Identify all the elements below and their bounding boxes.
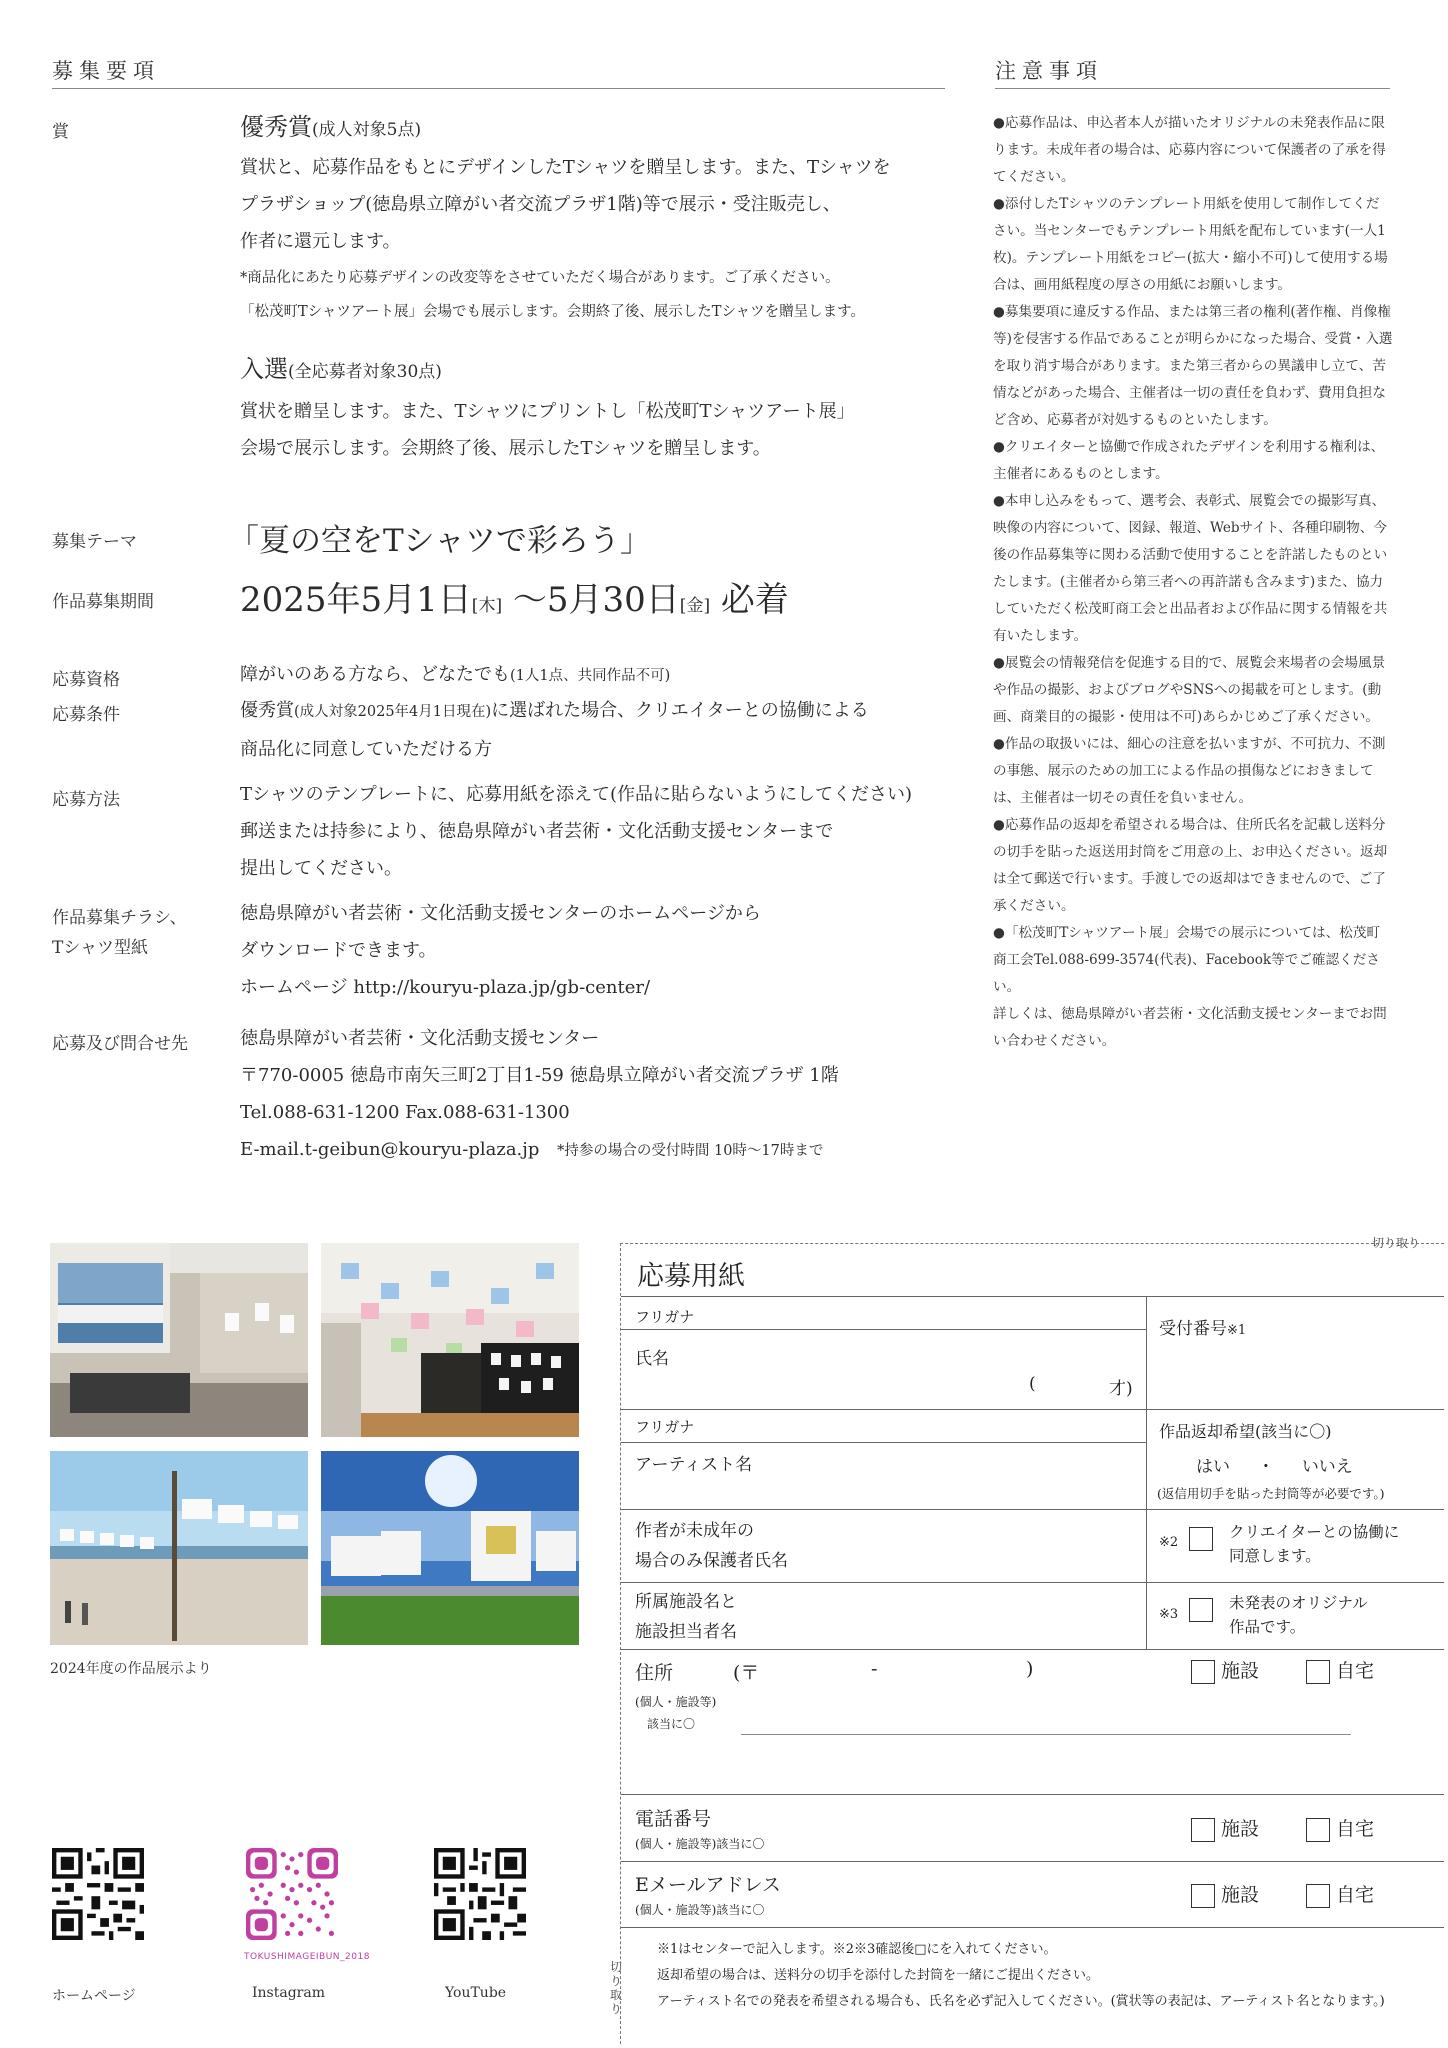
return-yes-option[interactable]: はい (1196, 1457, 1230, 1477)
heading-rule (995, 88, 1390, 89)
qr-code-icon (434, 1848, 526, 1940)
phone-facility-label: 施設 (1221, 1818, 1260, 1840)
address-home-label: 自宅 (1336, 1660, 1375, 1682)
award-excellent-note: 「松茂町Tシャツアート展」会場でも展示します。会期終了後、展示したTシャツを贈呈します。 (240, 304, 866, 320)
contact-line: 〒770-0005 徳島市南矢三町2丁目1-59 徳島県立障がい者交流プラザ 1階 (240, 1065, 839, 1086)
note-item: ●クリエイターと協働で作成されたデザインを利用する権利は、主催者にあるものとします。 (993, 439, 1385, 482)
award-excellent-line: 賞状と、応募作品をもとにデザインしたTシャツを贈呈します。また、Tシャツを (240, 157, 891, 178)
note-item: ●作品の取扱いには、細心の注意を払いますが、不可抗力、不測の事態、展示のための加工による作品の損傷などにおきましては、主催者は一切その責任を負いません。 (993, 736, 1386, 806)
conditions-lead: 優秀賞 (240, 700, 294, 721)
note-item: ●募集要項に違反する作品、または第三者の権利(著作権、肖像権等)を侵害する作品であることが明らかになった場合、受賞・入選を取り消す場合があります。また第三者からの異議申し立て、苦情などがあった場合、主催者は一切の責任を負わず、費用負担など含め、応募者が対処するものといたします。 (993, 304, 1393, 428)
eligibility-note: (1人1点、共同作品不可) (510, 668, 671, 684)
email-facility-label: 施設 (1221, 1884, 1260, 1906)
qr-code-icon (246, 1848, 338, 1940)
receipt-note: ※1 (1227, 1323, 1247, 1338)
return-no-option[interactable]: いいえ (1301, 1457, 1353, 1477)
agree-text (1229, 1520, 1399, 1568)
guardian-label (635, 1516, 788, 1576)
section-heading-guidelines: 募集要項 (52, 59, 160, 83)
qr-code-icon (52, 1848, 144, 1940)
original-text (1229, 1591, 1368, 1639)
flyer-label-1: 作品募集チラシ、 (52, 908, 187, 928)
email-label: Eメールアドレス (635, 1874, 781, 1896)
agree-text-1: クリエイターとの協働に (1229, 1523, 1400, 1541)
address-facility-label: 施設 (1221, 1660, 1260, 1682)
phone-facility-option[interactable] (1191, 1814, 1259, 1842)
address-field[interactable] (741, 1699, 1351, 1734)
phone-home-option[interactable] (1306, 1814, 1374, 1842)
address-postal-dash: - (871, 1658, 878, 1680)
original-checkbox[interactable] (1189, 1598, 1213, 1622)
conditions-text (240, 692, 960, 768)
photo-outdoor-shirts (321, 1451, 579, 1645)
eligibility-text (240, 660, 670, 686)
photo-beach-shirts (50, 1451, 308, 1645)
contact-email-note: *持参の場合の受付時間 10時〜17時まで (557, 1143, 824, 1159)
form-footnotes (657, 1937, 1442, 2015)
homepage-link[interactable]: ホームページ http://kouryu-plaza.jp/gb-center/ (240, 977, 651, 998)
award-excellent (240, 110, 960, 327)
furigana-label: フリガナ (635, 1418, 695, 1436)
conditions-label: 応募条件 (52, 705, 120, 725)
conditions-line2: 商品化に同意していただける方 (240, 739, 492, 760)
note-item: ●「松茂町Tシャツアート展」会場での展示については、松茂町商工会Tel.088-699-3574(代表)、Facebook等でご確認ください。 (993, 925, 1381, 995)
note-item: 詳しくは、徳島県障がい者芸術・文化活動支援センターまでお問い合わせください。 (993, 1006, 1387, 1049)
qr-label-homepage: ホームページ (52, 1988, 136, 2004)
award-excellent-line: プラザショップ(徳島県立障がい者交流プラザ1階)等で展示・受注販売し、 (240, 194, 841, 215)
receipt-label-text: 受付番号 (1159, 1319, 1227, 1339)
phone-label: 電話番号 (635, 1808, 712, 1830)
period-label: 作品募集期間 (52, 592, 154, 612)
theme-label: 募集テーマ (52, 532, 137, 552)
period-end-day: 金 (686, 596, 704, 616)
receipt-label (1159, 1314, 1246, 1339)
agree-mark: ※2 (1159, 1535, 1179, 1550)
phone-field[interactable] (801, 1802, 1161, 1854)
conditions-rest: に選ばれた場合、クリエイターとの協働による (491, 700, 869, 721)
postal-code-field[interactable] (781, 1654, 1021, 1684)
theme-text: 「夏の空をTシャツで彩ろう」 (228, 523, 652, 559)
award-selected-line: 会場で展示します。会期終了後、展示したTシャツを贈呈します。 (240, 438, 771, 459)
address-sub-1: (個人・施設等) (635, 1695, 717, 1709)
note-item: ●応募作品の返却を希望される場合は、住所氏名を記載し送料分の切手を貼った返送用封筒をご用意の上、お申込ください。返却は全て郵送で行います。手渡しでの返却はできませんので、ご了承ください。 (993, 817, 1388, 914)
age-open-paren: ( (1029, 1374, 1036, 1394)
guardian-label-1: 作者が未成年の (635, 1521, 754, 1541)
note-item: ●本申し込みをもって、選考会、表彰式、展覧会での撮影写真、映像の内容について、図録、報道、Webサイト、各種印刷物、今後の作品募集等に関わる活動で使用することを許諾したものといたします。(主催者から第三者への再許諾も含みます)また、協力していただく松茂町商工会と出品者および作品に関する情報を共有いたします。 (993, 493, 1388, 644)
return-label: 作品返却希望(該当に〇) (1159, 1422, 1332, 1441)
period-tilde: 〜 (512, 580, 547, 620)
award-selected (240, 352, 960, 467)
facility-label (635, 1587, 737, 1647)
address-postal-open: (〒 (733, 1662, 760, 1684)
form-footnote: 返却希望の場合は、送料分の切手を添付した封筒を一緒にご提出ください。 (657, 1968, 1100, 1983)
eligibility-main: 障がいのある方なら、どなたでも (240, 664, 510, 685)
artist-name-field[interactable] (801, 1444, 1131, 1504)
application-form (620, 1243, 1444, 2044)
qr-label-youtube: YouTube (445, 1985, 507, 2001)
facility-label-2: 施設担当者名 (635, 1622, 737, 1642)
flyer-line: ダウンロードできます。 (240, 940, 437, 961)
guardian-label-2: 場合のみ保護者氏名 (635, 1551, 788, 1571)
award-selected-subtitle: (全応募者対象30点) (288, 362, 442, 382)
note-item: ●展覧会の情報発信を促進する目的で、展覧会来場者の会場風景や作品の撮影、およびブログやSNSへの掲載を可とします。(動画、商業目的の撮影・使用は不可)あらかじめご了承ください。 (993, 655, 1386, 725)
form-title: 応募用紙 (637, 1261, 745, 1292)
photo-caption: 2024年度の作品展示より (50, 1661, 212, 1677)
email-sub: (個人・施設等)該当に〇 (635, 1903, 765, 1917)
flyer-label (52, 903, 187, 963)
furigana-label: フリガナ (635, 1308, 695, 1326)
phone-home-label: 自宅 (1336, 1818, 1375, 1840)
facility-name-field[interactable] (821, 1589, 1131, 1644)
contact-email[interactable]: E-mail.t-geibun@kouryu-plaza.jp (240, 1139, 540, 1160)
original-text-1: 未発表のオリジナル (1229, 1594, 1368, 1612)
flyer-label-2: Tシャツ型紙 (52, 938, 148, 958)
artist-name-label: アーティスト名 (635, 1455, 753, 1475)
conditions-note: (成人対象2025年4月1日現在) (294, 704, 492, 720)
email-facility-option[interactable] (1191, 1880, 1259, 1908)
flyer-line: 徳島県障がい者芸術・文化活動支援センターのホームページから (240, 903, 761, 924)
contact-line: Tel.088-631-1200 Fax.088-631-1300 (240, 1102, 570, 1123)
address-postal-close: ) (1026, 1658, 1034, 1680)
facility-label-1: 所属施設名と (635, 1592, 737, 1612)
address-facility-option[interactable] (1191, 1656, 1259, 1684)
method-text (240, 776, 960, 887)
period-text: 2025年5月1日[木] 〜5月30日[金] 必着 (240, 580, 789, 620)
award-excellent-title: 優秀賞 (240, 113, 312, 141)
note-item: ●応募作品は、申込者本人が描いたオリジナルの未発表作品に限ります。未成年者の場合は、応募内容について保護者の了承を得てください。 (993, 115, 1386, 185)
return-options (1196, 1452, 1353, 1477)
period-suffix: 必着 (720, 580, 789, 620)
address-home-option[interactable] (1306, 1656, 1374, 1684)
address-label: 住所 (635, 1662, 674, 1684)
return-note: (返信用切手を貼った封筒等が必要です。) (1157, 1486, 1385, 1501)
instagram-handle: TOKUSHIMAGEIBUN_2018 (244, 1952, 370, 1962)
period-end: 5月30日 (546, 580, 680, 620)
award-label: 賞 (52, 122, 69, 142)
guardian-name-field[interactable] (821, 1516, 1131, 1576)
age-suffix: 才) (1109, 1379, 1133, 1399)
photo-hanging-shirts (321, 1243, 579, 1437)
agree-checkbox[interactable] (1189, 1527, 1213, 1551)
flyer-text (240, 895, 960, 1006)
award-selected-title: 入選 (240, 355, 288, 383)
return-separator: ・ (1257, 1457, 1275, 1477)
phone-sub: (個人・施設等)該当に〇 (635, 1837, 765, 1851)
award-selected-line: 賞状を贈呈します。また、Tシャツにプリントし「松茂町Tシャツアート展」 (240, 401, 855, 422)
name-field[interactable] (741, 1336, 1001, 1396)
contact-label: 応募及び問合せ先 (52, 1034, 188, 1054)
address-sub-2: 該当に〇 (647, 1717, 696, 1731)
method-label: 応募方法 (52, 790, 120, 810)
original-mark: ※3 (1159, 1607, 1179, 1622)
cut-line-label-side: 切り取り (610, 1960, 623, 2016)
address-underline (741, 1734, 1351, 1735)
method-line: 郵送または持参により、徳島県障がい者芸術・文化活動支援センターまで (240, 821, 834, 842)
period-start-day: 木 (478, 596, 496, 616)
award-excellent-note: *商品化にあたり応募デザインの改変等をさせていただく場合があります。ご了承ください。 (240, 270, 840, 286)
name-label: 氏名 (635, 1349, 669, 1369)
period-start: 2025年5月1日 (240, 580, 472, 620)
email-home-option[interactable] (1306, 1880, 1374, 1908)
agree-text-2: 同意します。 (1229, 1547, 1321, 1565)
note-item: ●添付したTシャツのテンプレート用紙を使用して制作してください。当センターでもテンプレート用紙を配布しています(一人1枚)。テンプレート用紙をコピー(拡大・縮小不可)して使用する場合は、画用紙程度の厚さの用紙にお願いします。 (993, 196, 1388, 293)
cut-line-label-top: 切り取り (1368, 1234, 1424, 1251)
award-excellent-subtitle: (成人対象5点) (312, 120, 422, 140)
photo-gallery-interior (50, 1243, 308, 1437)
original-text-2: 作品です。 (1229, 1618, 1306, 1636)
email-home-label: 自宅 (1336, 1884, 1375, 1906)
age-field[interactable] (1046, 1369, 1106, 1399)
award-excellent-line: 作者に還元します。 (240, 231, 401, 252)
contact-text (240, 1020, 960, 1170)
method-line: Tシャツのテンプレートに、応募用紙を添えて(作品に貼らないようにしてください) (240, 784, 913, 805)
notes-list (993, 110, 1393, 1055)
eligibility-label: 応募資格 (52, 670, 120, 690)
qr-label-instagram: Instagram (252, 1985, 325, 2001)
heading-rule (52, 88, 945, 89)
contact-line: 徳島県障がい者芸術・文化活動支援センター (240, 1028, 600, 1049)
email-field[interactable] (821, 1868, 1161, 1920)
section-heading-notes: 注意事項 (995, 59, 1103, 83)
method-line: 提出してください。 (240, 858, 402, 879)
form-footnote: ※1はセンターで記入します。※2※3確認後□にを入れてください。 (657, 1942, 1057, 1957)
form-footnote: アーティスト名での発表を希望される場合も、氏名を必ず記入してください。(賞状等の表記は、アーティスト名となります。) (657, 1994, 1385, 2009)
address-sub (635, 1691, 716, 1735)
